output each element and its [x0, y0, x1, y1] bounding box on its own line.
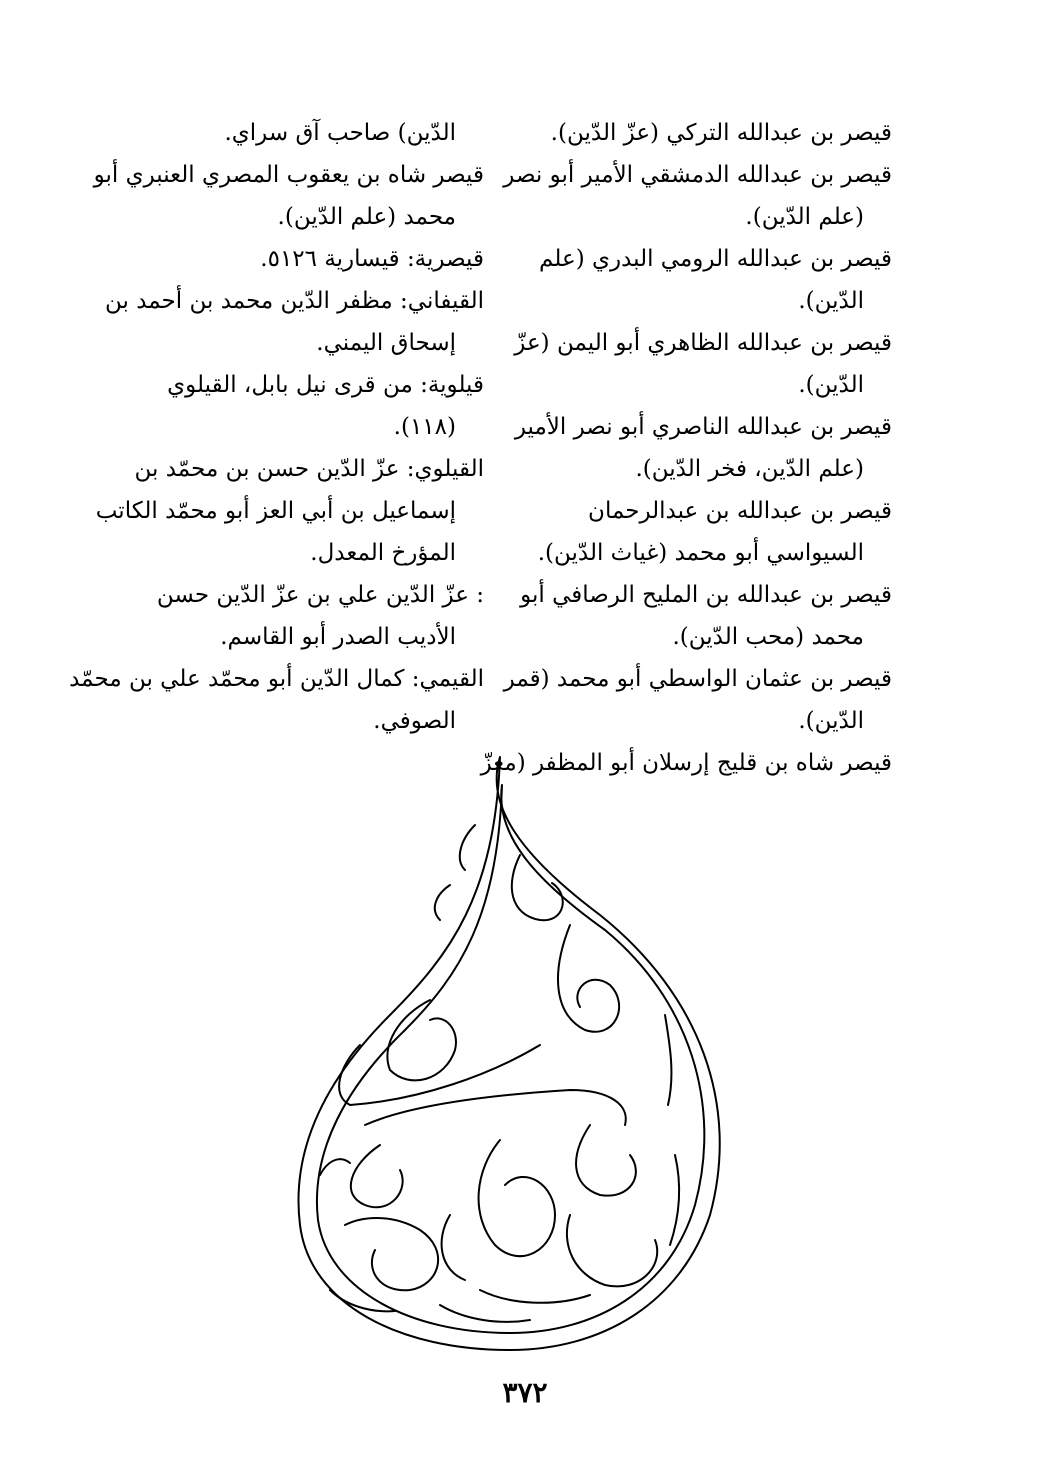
index-entry-line: قيصر بن عبدالله التركي (عزّ الدّين).	[550, 120, 892, 146]
index-entry-line: (علم الدّين، فخر الدّين).	[635, 456, 864, 482]
calligraphy-ornament-icon	[270, 745, 750, 1360]
index-entry-line: قيصر شاه بن يعقوب المصري العنبري أبو	[93, 162, 484, 188]
index-entry-line: قيصر بن عبدالله بن عبدالرحمان	[588, 498, 892, 524]
index-entry-line: قيصر بن عثمان الواسطي أبو محمد (قمر	[503, 666, 892, 692]
index-entry	[503, 658, 892, 742]
index-entry	[503, 154, 892, 238]
index-entry-line: الدّين).	[798, 708, 864, 734]
index-entry-line: (علم الدّين).	[745, 204, 864, 230]
index-entry-line: الدّين).	[798, 372, 864, 398]
index-entry	[514, 322, 892, 406]
index-entry-line: قيصر شاه بن قليج إرسلان أبو المظفر (معزّ	[480, 750, 892, 776]
index-entry-line: القيفاني: مظفر الدّين محمد بن أحمد بن	[104, 288, 484, 314]
index-entry-line: قيصر بن عبدالله الدمشقي الأمير أبو نصر	[503, 162, 892, 188]
index-entry-line: قيصر بن عبدالله الرومي البدري (علم	[539, 246, 892, 272]
index-entry-line: محمد (محب الدّين).	[672, 624, 864, 650]
index-entry-line: قيصر بن عبدالله الناصري أبو نصر الأمير	[514, 414, 892, 440]
index-entry-line: إسماعيل بن أبي العز أبو محمّد الكاتب	[95, 498, 456, 524]
index-entry	[104, 280, 484, 364]
index-entry-line: القيلوي: عزّ الدّين حسن بن محمّد بن	[134, 456, 484, 482]
index-entry	[520, 574, 892, 658]
index-entry	[95, 448, 484, 574]
index-entry-line: إسحاق اليمني.	[316, 330, 456, 356]
index-entry	[118, 112, 484, 154]
index-entry	[118, 574, 484, 658]
index-entry-line: (١١٨).	[393, 414, 456, 440]
index-entry-line: قيصر بن عبدالله الظاهري أبو اليمن (عزّ	[514, 330, 892, 356]
index-entry	[118, 238, 484, 280]
index-column-left	[69, 112, 484, 742]
index-column-right	[480, 112, 892, 784]
index-entry-line: قيصرية: قيسارية ٥١٢٦.	[260, 246, 484, 272]
index-entry	[514, 406, 892, 490]
index-entry	[118, 364, 484, 448]
index-entry	[530, 490, 892, 574]
index-entry-line: الدّين).	[798, 288, 864, 314]
index-entry	[93, 154, 484, 238]
index-entry-line: قيلوية: من قرى نيل بابل، القيلوي	[167, 372, 484, 398]
index-entry	[530, 238, 892, 322]
index-entry	[69, 658, 484, 742]
index-entry-line: القيمي: كمال الدّين أبو محمّد علي بن محمّد	[69, 666, 484, 692]
index-entry-line: محمد (علم الدّين).	[277, 204, 456, 230]
index-entry-line: : عزّ الدّين علي بن عزّ الدّين حسن	[156, 582, 484, 608]
index-entry-line: المؤرخ المعدل.	[310, 540, 456, 566]
index-entry-line: الدّين) صاحب آق سراي.	[224, 120, 456, 146]
index-entry-line: السيواسي أبو محمد (غياث الدّين).	[537, 540, 864, 566]
page-number: ٣٧٢	[502, 1376, 548, 1409]
index-entry	[530, 112, 892, 154]
index-entry-line: الأديب الصدر أبو القاسم.	[220, 624, 456, 650]
index-entry-line: قيصر بن عبدالله بن المليح الرصافي أبو	[520, 582, 892, 608]
index-entry-line: الصوفي.	[373, 708, 456, 734]
